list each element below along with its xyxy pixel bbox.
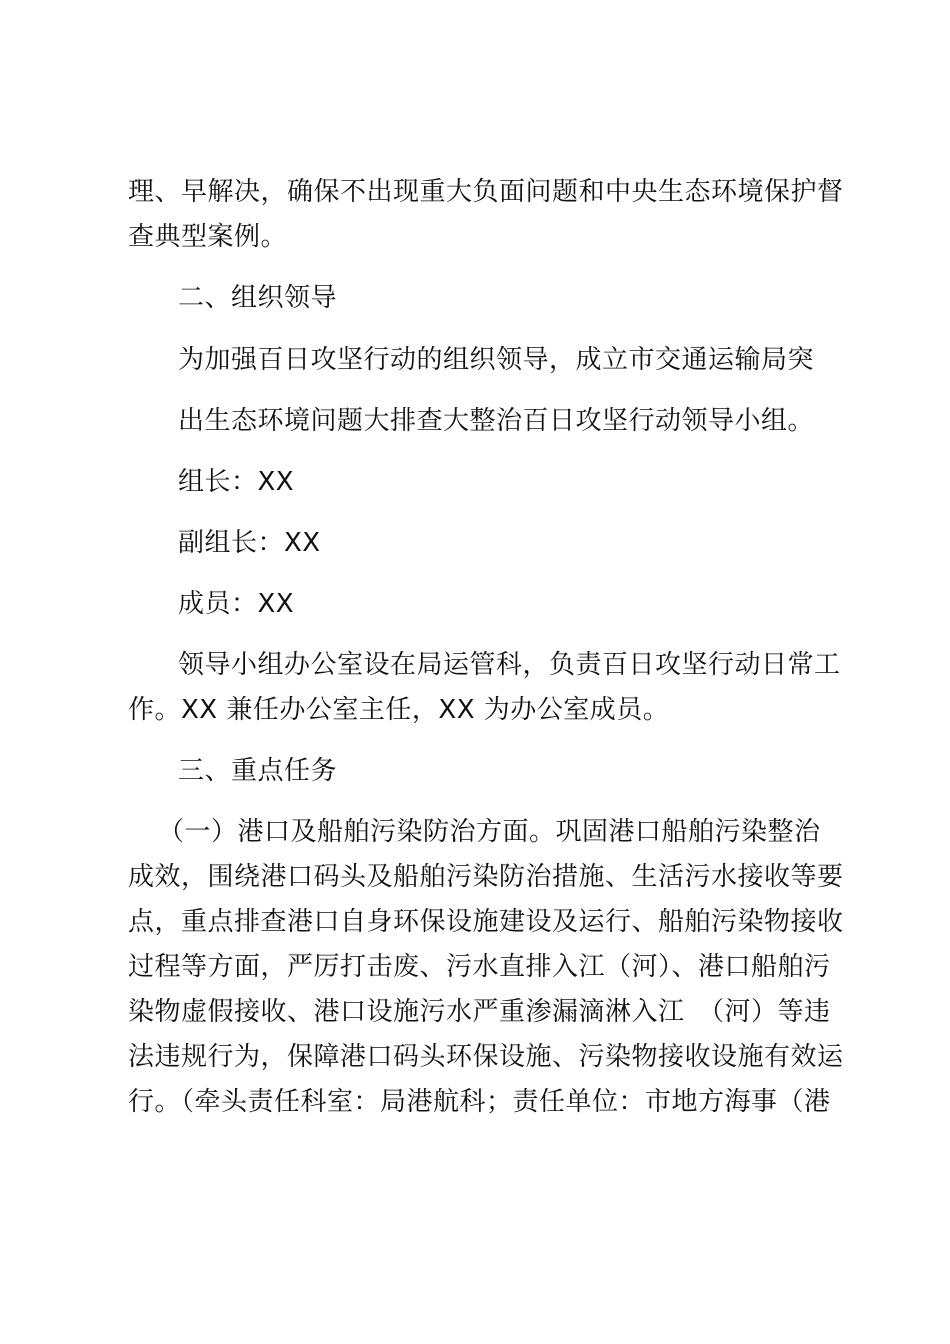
deputy-leader-line: 副组长：XX [178,528,321,558]
paragraph-line: 过程等方面，严厉打击废、污水直排入江（河）、港口船舶污 [128,952,831,982]
leader-line: 组长：XX [178,467,295,497]
members-line: 成员：XX [178,589,295,619]
paragraph-line: 行。（牵头责任科室：局港航科；责任单位：市地方海事（港 [128,1087,831,1117]
paragraph-line: 点，重点排查港口自身环保设施建设及运行、船舶污染物接收 [128,907,844,937]
paragraph-line: 为加强百日攻坚行动的组织领导，成立市交通运输局突 [178,345,815,375]
paragraph-line: 法违规行为，保障港口码头环保设施、污染物接收设施有效运 [128,1042,844,1072]
paragraph-line: 领导小组办公室设在局运管科，负责百日攻坚行动日常工 [178,650,841,680]
paragraph-line: 染物虚假接收、港口设施污水严重渗漏滴淋入江 （河）等违 [128,997,831,1027]
paragraph-line: 出生态环境问题大排查大整治百日攻坚行动领导小组。 [178,406,815,436]
section-heading: 三、重点任务 [178,756,338,786]
paragraph-line: 成效，围绕港口码头及船舶污染防治措施、生活污水接收等要 [128,862,844,892]
section-heading: 二、组织领导 [178,283,338,313]
paragraph-line: 查典型案例。 [128,222,288,252]
paragraph-line: （一）港口及船舶污染防治方面。巩固港口船舶污染整治 [158,817,821,847]
paragraph-line: 作。XX 兼任办公室主任，XX 为办公室成员。 [128,695,670,725]
paragraph-line: 理、早解决，确保不出现重大负面问题和中央生态环境保护督 [128,177,844,207]
